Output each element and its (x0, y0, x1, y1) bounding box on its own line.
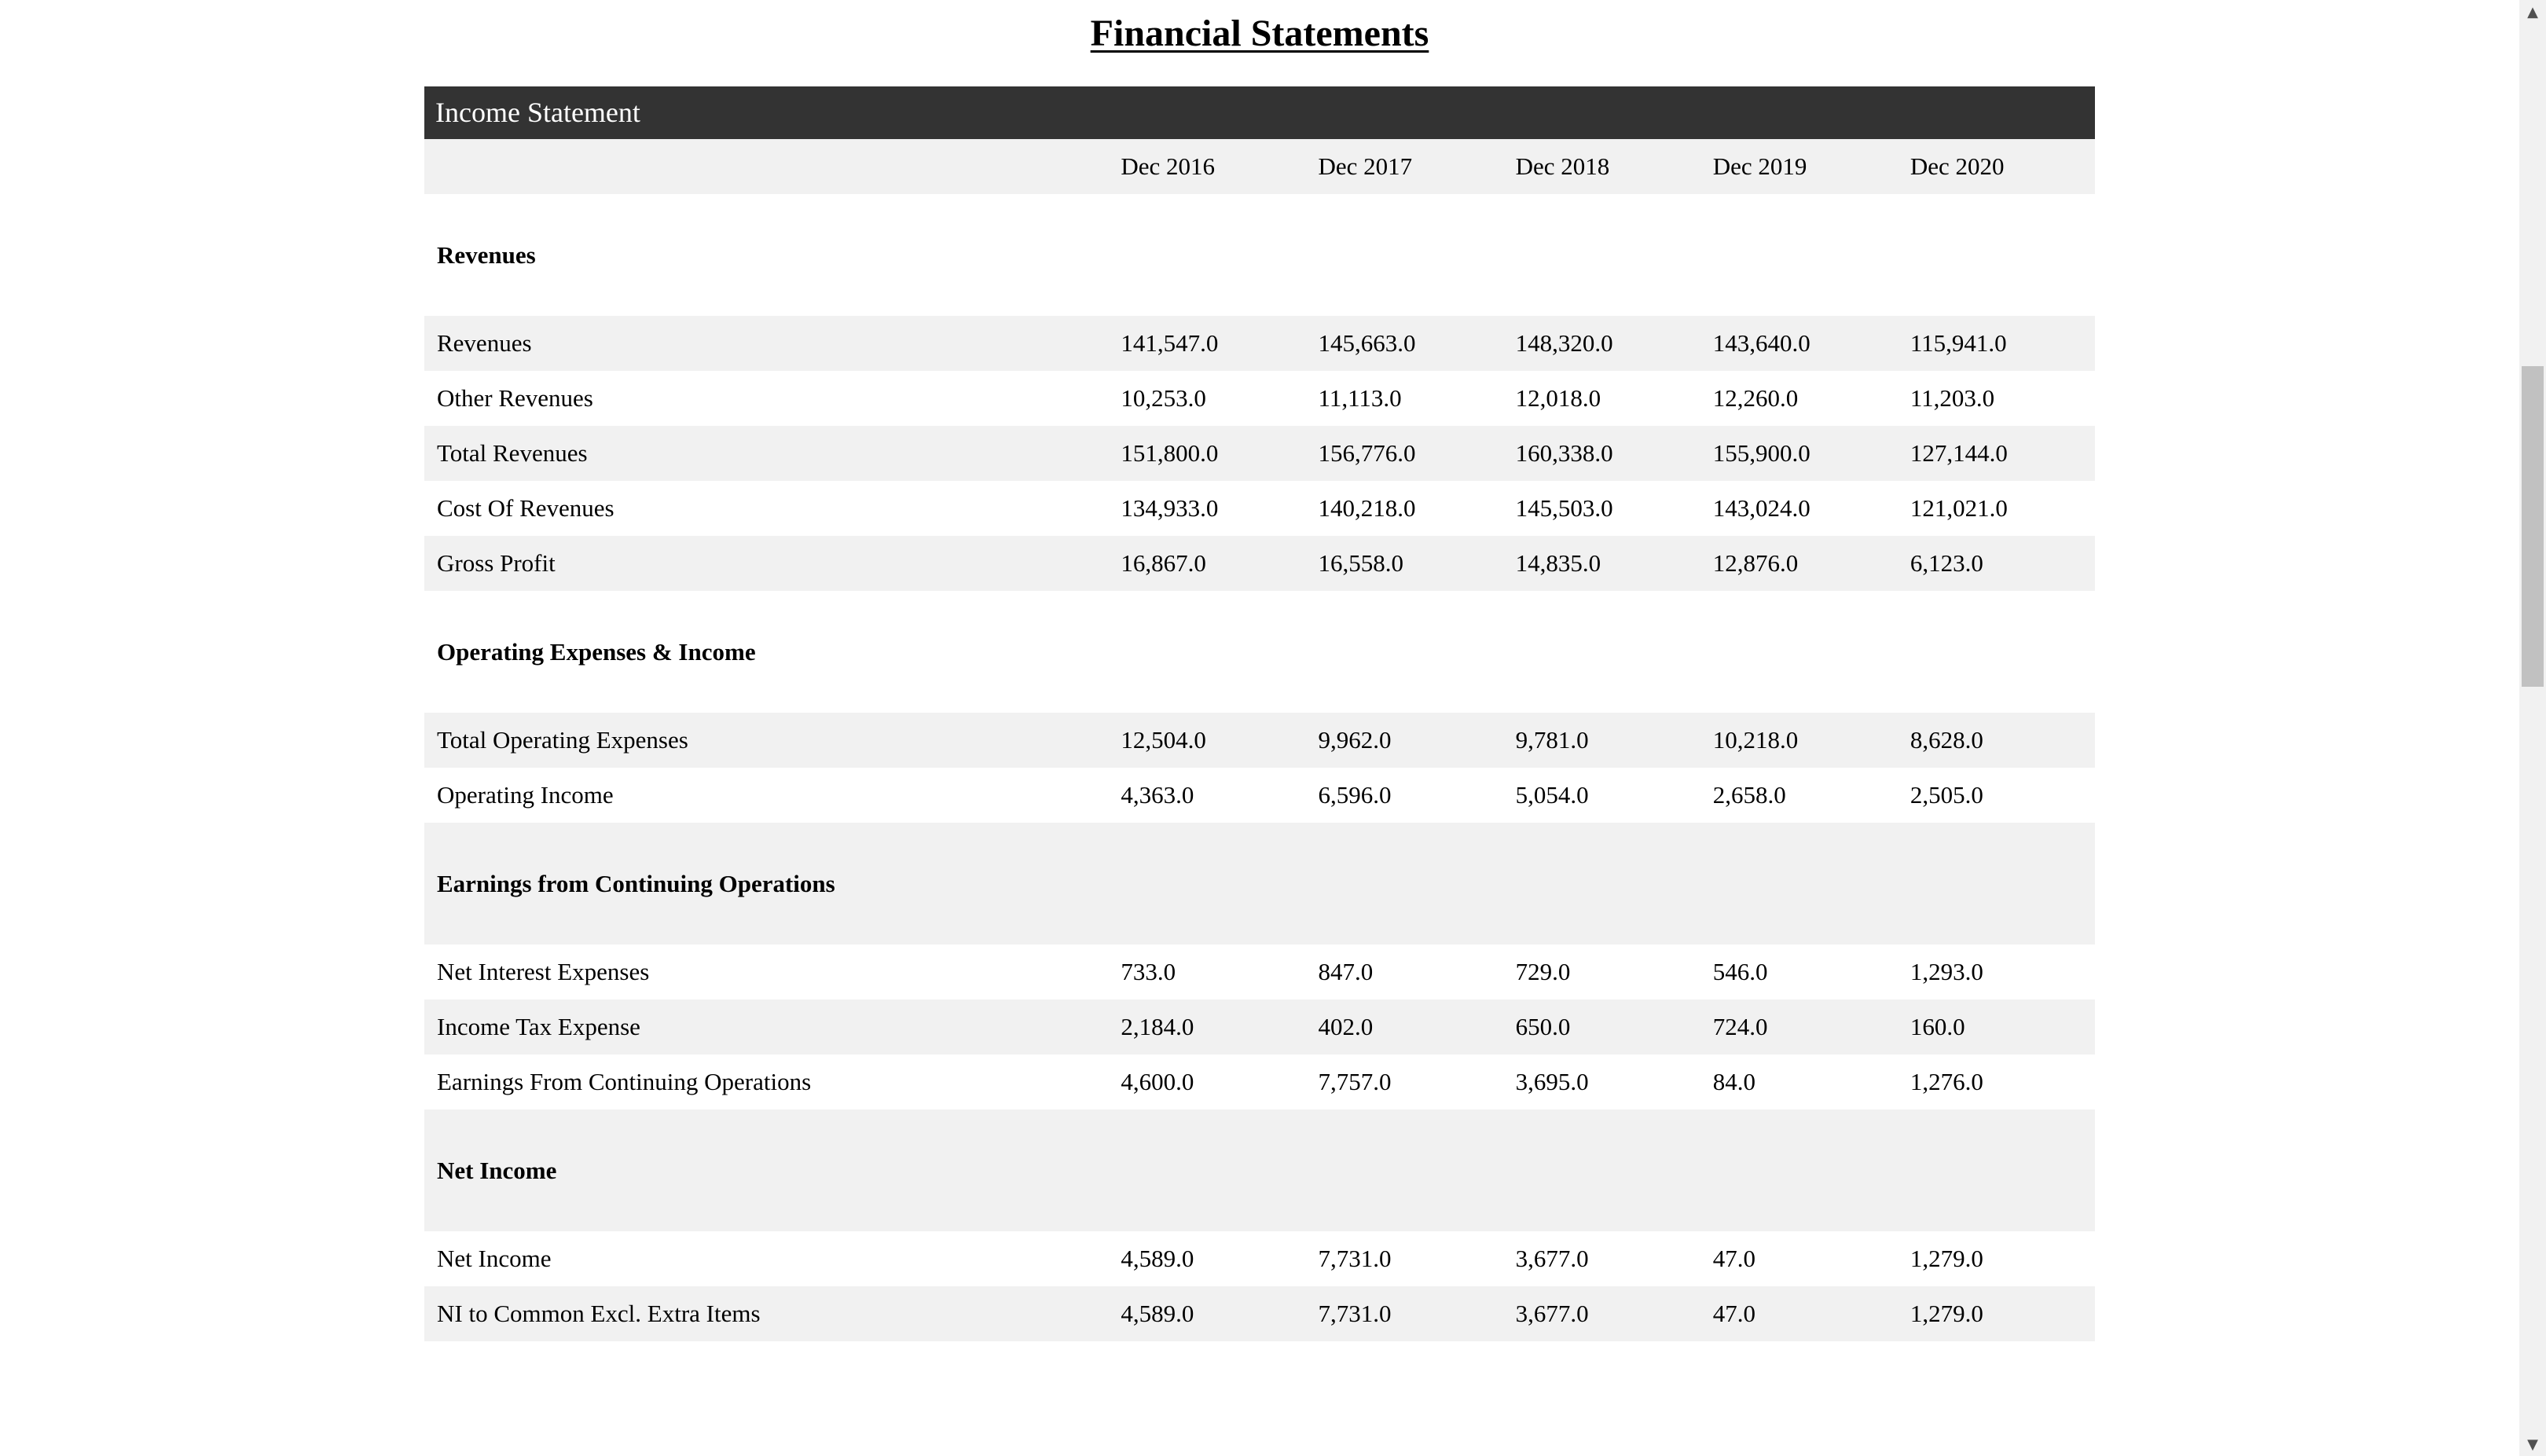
row-label: Earnings From Continuing Operations (437, 1068, 812, 1095)
cell-value: 115,941.0 (1898, 316, 2095, 371)
cell-value: 3,677.0 (1503, 1286, 1700, 1341)
cell-value: 11,113.0 (1318, 384, 1402, 412)
cell-value: 1,293.0 (1910, 958, 1983, 985)
section-heading: Earnings from Continuing Operations (424, 823, 2095, 944)
table-row (424, 1286, 2095, 1341)
cell-value: 7,757.0 (1318, 1068, 1392, 1095)
chevron-up-icon[interactable]: ▲ (2527, 3, 2538, 20)
row-label: Gross Profit (424, 536, 1108, 591)
cell-value: 148,320.0 (1503, 316, 1700, 371)
column-header: Dec 2017 (1305, 139, 1502, 194)
column-header-blank (424, 139, 1108, 194)
cell-value: 1,276.0 (1910, 1068, 1983, 1095)
income-statement-table (424, 86, 2095, 1341)
cell-value: 16,867.0 (1108, 536, 1305, 591)
cell-value: 145,663.0 (1305, 316, 1502, 371)
table-title-row (424, 86, 2095, 139)
cell-value: 12,260.0 (1712, 384, 1799, 412)
cell-value: 8,628.0 (1898, 713, 2095, 768)
cell-value: 4,363.0 (1121, 781, 1194, 809)
content (424, 0, 2095, 1341)
cell-value: 4,600.0 (1121, 1068, 1194, 1095)
row-label: Cost Of Revenues (437, 494, 614, 522)
cell-value: 160.0 (1898, 999, 2095, 1054)
table-row (424, 1054, 2095, 1109)
table-row (424, 316, 2095, 371)
section-heading: Net Income (424, 1109, 2095, 1231)
row-label: NI to Common Excl. Extra Items (424, 1286, 1108, 1341)
chevron-down-icon[interactable]: ▼ (2527, 1436, 2538, 1453)
section-header-row (424, 194, 2095, 316)
table-row (424, 536, 2095, 591)
cell-value: 724.0 (1700, 999, 1898, 1054)
table-row (424, 1231, 2095, 1286)
cell-value: 5,054.0 (1515, 781, 1589, 809)
cell-value: 847.0 (1318, 958, 1374, 985)
row-label: Income Tax Expense (424, 999, 1108, 1054)
cell-value: 9,781.0 (1503, 713, 1700, 768)
column-header-row (424, 139, 2095, 194)
cell-value: 47.0 (1712, 1245, 1755, 1272)
cell-value: 12,504.0 (1108, 713, 1305, 768)
row-label: Net Interest Expenses (437, 958, 650, 985)
section-heading: Revenues (437, 240, 536, 269)
table-row (424, 481, 2095, 536)
cell-value: 10,218.0 (1700, 713, 1898, 768)
cell-value: 3,677.0 (1515, 1245, 1589, 1272)
row-label: Net Income (437, 1245, 552, 1272)
cell-value: 6,123.0 (1898, 536, 2095, 591)
table-row (424, 371, 2095, 426)
cell-value: 143,640.0 (1700, 316, 1898, 371)
cell-value: 729.0 (1515, 958, 1571, 985)
table-row (424, 426, 2095, 481)
table-row (424, 713, 2095, 768)
section-header-row (424, 591, 2095, 713)
cell-value: 145,503.0 (1515, 494, 1613, 522)
cell-value: 7,731.0 (1305, 1286, 1502, 1341)
cell-value: 121,021.0 (1910, 494, 2008, 522)
cell-value: 1,279.0 (1898, 1286, 2095, 1341)
column-header: Dec 2018 (1503, 139, 1700, 194)
cell-value: 84.0 (1712, 1068, 1755, 1095)
table-row (424, 768, 2095, 823)
column-header: Dec 2016 (1108, 139, 1305, 194)
page-title: Financial Statements (1090, 13, 1429, 54)
cell-value: 47.0 (1700, 1286, 1898, 1341)
cell-value: 7,731.0 (1318, 1245, 1392, 1272)
cell-value: 4,589.0 (1108, 1286, 1305, 1341)
table-row (424, 944, 2095, 999)
vertical-scrollbar[interactable] (2519, 0, 2546, 1456)
table-title: Income Statement (435, 97, 640, 128)
column-header: Dec 2019 (1700, 139, 1898, 194)
cell-value: 160,338.0 (1503, 426, 1700, 481)
cell-value: 10,253.0 (1121, 384, 1206, 412)
cell-value: 127,144.0 (1898, 426, 2095, 481)
row-label: Total Operating Expenses (424, 713, 1108, 768)
cell-value: 14,835.0 (1503, 536, 1700, 591)
cell-value: 151,800.0 (1108, 426, 1305, 481)
cell-value: 1,279.0 (1910, 1245, 1983, 1272)
cell-value: 733.0 (1121, 958, 1176, 985)
cell-value: 3,695.0 (1515, 1068, 1589, 1095)
row-label: Operating Income (437, 781, 614, 809)
column-header: Dec 2020 (1898, 139, 2095, 194)
cell-value: 12,876.0 (1700, 536, 1898, 591)
section-heading: Operating Expenses & Income (437, 637, 756, 666)
scrollbar-thumb[interactable] (2522, 366, 2544, 687)
section-header-row (424, 823, 2095, 944)
cell-value: 16,558.0 (1305, 536, 1502, 591)
cell-value: 650.0 (1503, 999, 1700, 1054)
cell-value: 12,018.0 (1515, 384, 1601, 412)
section-header-row (424, 1109, 2095, 1231)
cell-value: 2,184.0 (1108, 999, 1305, 1054)
cell-value: 143,024.0 (1712, 494, 1810, 522)
cell-value: 4,589.0 (1121, 1245, 1194, 1272)
cell-value: 2,505.0 (1910, 781, 1983, 809)
cell-value: 11,203.0 (1910, 384, 1995, 412)
cell-value: 546.0 (1712, 958, 1768, 985)
cell-value: 134,933.0 (1121, 494, 1219, 522)
table-row (424, 999, 2095, 1054)
row-label: Total Revenues (424, 426, 1108, 481)
cell-value: 2,658.0 (1712, 781, 1786, 809)
cell-value: 141,547.0 (1108, 316, 1305, 371)
cell-value: 155,900.0 (1700, 426, 1898, 481)
cell-value: 9,962.0 (1305, 713, 1502, 768)
row-label: Revenues (424, 316, 1108, 371)
cell-value: 6,596.0 (1318, 781, 1392, 809)
row-label: Other Revenues (437, 384, 593, 412)
cell-value: 156,776.0 (1305, 426, 1502, 481)
cell-value: 140,218.0 (1318, 494, 1416, 522)
cell-value: 402.0 (1305, 999, 1502, 1054)
